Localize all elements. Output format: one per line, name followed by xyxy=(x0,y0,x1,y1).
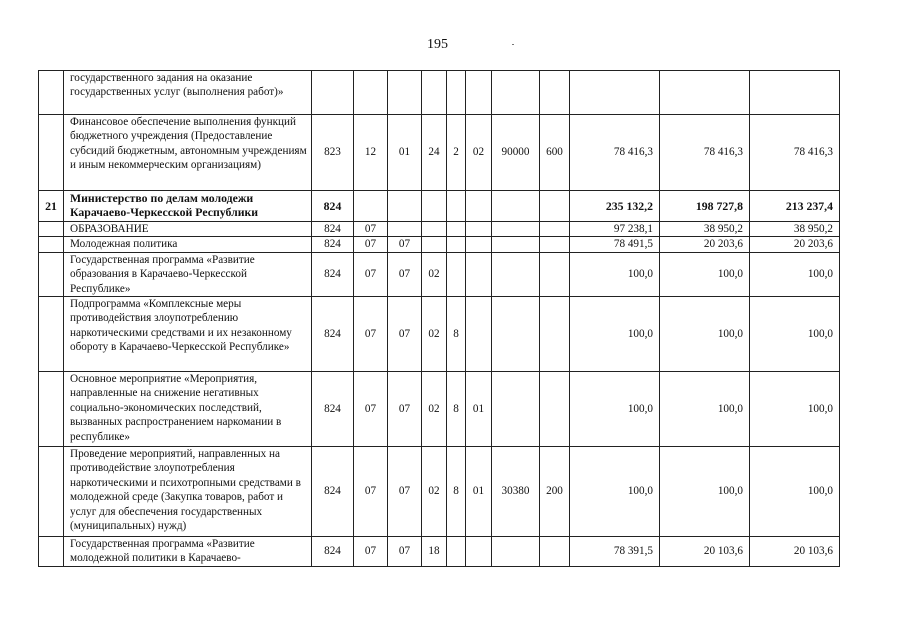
row-name: Министерство по делам молодежи Карачаево-Черкесской Республики xyxy=(64,191,312,222)
code-subsection: 07 xyxy=(388,537,422,567)
code-subsection: 07 xyxy=(388,237,422,252)
row-number xyxy=(39,71,64,115)
code-ministry xyxy=(312,71,354,115)
code-expense-type xyxy=(540,252,570,296)
code-program: 02 xyxy=(422,252,447,296)
amount-1: 78 391,5 xyxy=(570,537,660,567)
code-section xyxy=(354,71,388,115)
code-section: 12 xyxy=(354,115,388,191)
table-row xyxy=(39,372,840,447)
code-ministry: 824 xyxy=(312,297,354,372)
row-name: Основное мероприятие «Мероприятия, направленные на снижение негативных социально-экономических последствий, вызванных распространением наркомании в республике» xyxy=(64,372,312,447)
code-section: 07 xyxy=(354,537,388,567)
code-event xyxy=(466,537,492,567)
code-program xyxy=(422,71,447,115)
table-row xyxy=(39,537,840,567)
table-row xyxy=(39,237,840,252)
amount-1: 235 132,2 xyxy=(570,191,660,222)
code-expense-type xyxy=(540,237,570,252)
amount-1: 78 491,5 xyxy=(570,237,660,252)
amount-1: 100,0 xyxy=(570,372,660,447)
table-row xyxy=(39,71,840,115)
table-row xyxy=(39,222,840,237)
code-program: 02 xyxy=(422,447,447,537)
code-subsection xyxy=(388,71,422,115)
code-subsection xyxy=(388,222,422,237)
code-direction xyxy=(492,237,540,252)
row-name: Финансовое обеспечение выполнения функций бюджетного учреждения (Предоставление субсидий бюджетным, автономным учреждениям и иным некоммерческим организациям) xyxy=(64,115,312,191)
code-section: 07 xyxy=(354,372,388,447)
amount-1 xyxy=(570,71,660,115)
code-subprogram: 8 xyxy=(447,372,466,447)
code-expense-type: 600 xyxy=(540,115,570,191)
code-program xyxy=(422,237,447,252)
code-direction xyxy=(492,222,540,237)
code-section xyxy=(354,191,388,222)
row-number xyxy=(39,237,64,252)
code-section: 07 xyxy=(354,297,388,372)
code-ministry: 824 xyxy=(312,372,354,447)
code-subprogram xyxy=(447,222,466,237)
table-row xyxy=(39,252,840,296)
amount-3: 38 950,2 xyxy=(750,222,840,237)
code-direction xyxy=(492,537,540,567)
code-expense-type xyxy=(540,297,570,372)
amount-2: 100,0 xyxy=(660,447,750,537)
amount-3: 100,0 xyxy=(750,297,840,372)
table-row xyxy=(39,447,840,537)
code-subsection xyxy=(388,191,422,222)
code-event xyxy=(466,71,492,115)
code-event: 01 xyxy=(466,447,492,537)
budget-table xyxy=(38,70,840,567)
amount-2: 20 203,6 xyxy=(660,237,750,252)
code-subsection: 07 xyxy=(388,447,422,537)
code-program: 18 xyxy=(422,537,447,567)
amount-3: 100,0 xyxy=(750,252,840,296)
amount-2: 78 416,3 xyxy=(660,115,750,191)
code-expense-type xyxy=(540,537,570,567)
amount-1: 100,0 xyxy=(570,297,660,372)
code-event xyxy=(466,191,492,222)
code-expense-type xyxy=(540,191,570,222)
row-number: 21 xyxy=(39,191,64,222)
code-subsection: 07 xyxy=(388,252,422,296)
amount-1: 78 416,3 xyxy=(570,115,660,191)
row-number xyxy=(39,252,64,296)
row-number xyxy=(39,372,64,447)
code-program xyxy=(422,222,447,237)
code-section: 07 xyxy=(354,222,388,237)
code-direction xyxy=(492,297,540,372)
code-subprogram xyxy=(447,252,466,296)
amount-3: 78 416,3 xyxy=(750,115,840,191)
code-subprogram xyxy=(447,71,466,115)
row-name: Проведение мероприятий, направленных на противодействие злоупотребления наркотическими и психотропными средствами в молодежной среде (Закупка товаров, работ и услуг для обеспечения государственных (муниципальных) нужд) xyxy=(64,447,312,537)
row-number xyxy=(39,447,64,537)
code-ministry: 824 xyxy=(312,447,354,537)
code-program xyxy=(422,191,447,222)
code-ministry: 824 xyxy=(312,222,354,237)
page-number: 195 xyxy=(427,37,448,52)
amount-3: 20 103,6 xyxy=(750,537,840,567)
table-row xyxy=(39,115,840,191)
code-ministry: 824 xyxy=(312,191,354,222)
code-event xyxy=(466,297,492,372)
scan-speck xyxy=(512,44,514,45)
amount-3: 213 237,4 xyxy=(750,191,840,222)
code-direction xyxy=(492,71,540,115)
amount-2: 100,0 xyxy=(660,372,750,447)
code-subprogram xyxy=(447,191,466,222)
code-expense-type xyxy=(540,222,570,237)
row-number xyxy=(39,297,64,372)
amount-2: 198 727,8 xyxy=(660,191,750,222)
amount-3 xyxy=(750,71,840,115)
code-subprogram xyxy=(447,537,466,567)
code-subprogram xyxy=(447,237,466,252)
code-subsection: 07 xyxy=(388,297,422,372)
row-number xyxy=(39,115,64,191)
row-name: государственного задания на оказание государственных услуг (выполнения работ)» xyxy=(64,71,312,115)
code-program: 02 xyxy=(422,372,447,447)
code-ministry: 824 xyxy=(312,537,354,567)
amount-1: 97 238,1 xyxy=(570,222,660,237)
amount-1: 100,0 xyxy=(570,252,660,296)
amount-2: 100,0 xyxy=(660,297,750,372)
code-event xyxy=(466,237,492,252)
code-ministry: 824 xyxy=(312,237,354,252)
table-row xyxy=(39,191,840,222)
amount-1: 100,0 xyxy=(570,447,660,537)
code-direction: 90000 xyxy=(492,115,540,191)
code-subprogram: 8 xyxy=(447,297,466,372)
code-expense-type: 200 xyxy=(540,447,570,537)
amount-2 xyxy=(660,71,750,115)
table-row xyxy=(39,297,840,372)
code-ministry: 823 xyxy=(312,115,354,191)
code-subprogram: 2 xyxy=(447,115,466,191)
row-name: ОБРАЗОВАНИЕ xyxy=(64,222,312,237)
code-direction xyxy=(492,252,540,296)
code-ministry: 824 xyxy=(312,252,354,296)
code-event xyxy=(466,222,492,237)
code-expense-type xyxy=(540,372,570,447)
code-program: 02 xyxy=(422,297,447,372)
amount-3: 100,0 xyxy=(750,447,840,537)
code-program: 24 xyxy=(422,115,447,191)
amount-2: 100,0 xyxy=(660,252,750,296)
row-number xyxy=(39,222,64,237)
code-event: 02 xyxy=(466,115,492,191)
amount-3: 20 203,6 xyxy=(750,237,840,252)
code-direction: 30380 xyxy=(492,447,540,537)
row-name: Подпрограмма «Комплексные меры противодействия злоупотреблению наркотическими средствами и их незаконному обороту в Карачаево-Черкесской Республике» xyxy=(64,297,312,372)
row-name: Государственная программа «Развитие образования в Карачаево-Черкесской Республике» xyxy=(64,252,312,296)
code-direction xyxy=(492,372,540,447)
code-section: 07 xyxy=(354,252,388,296)
amount-3: 100,0 xyxy=(750,372,840,447)
amount-2: 38 950,2 xyxy=(660,222,750,237)
code-subsection: 07 xyxy=(388,372,422,447)
code-expense-type xyxy=(540,71,570,115)
code-section: 07 xyxy=(354,447,388,537)
code-event: 01 xyxy=(466,372,492,447)
code-section: 07 xyxy=(354,237,388,252)
row-number xyxy=(39,537,64,567)
code-direction xyxy=(492,191,540,222)
code-subsection: 01 xyxy=(388,115,422,191)
amount-2: 20 103,6 xyxy=(660,537,750,567)
code-subprogram: 8 xyxy=(447,447,466,537)
row-name: Государственная программа «Развитие молодежной политики в Карачаево- xyxy=(64,537,312,567)
row-name: Молодежная политика xyxy=(64,237,312,252)
code-event xyxy=(466,252,492,296)
